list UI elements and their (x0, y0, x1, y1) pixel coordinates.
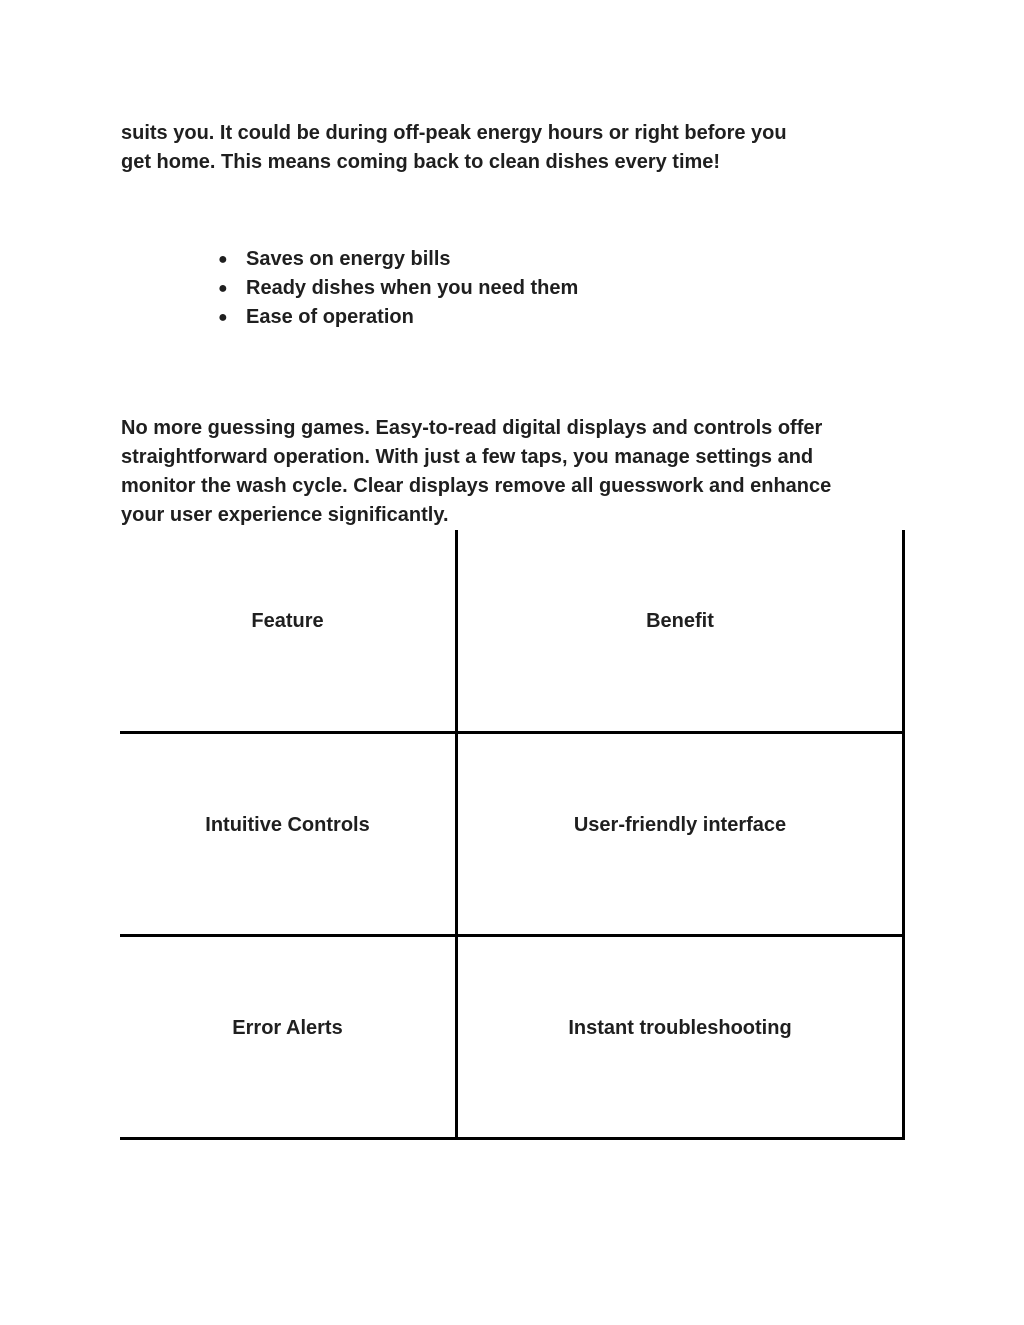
list-item (214, 303, 578, 332)
table-cell: Instant troubleshooting (568, 1017, 792, 1039)
list-item-label: Ready dishes when you need them (246, 277, 579, 299)
paragraph-line: No more guessing games. Easy-to-read digital displays and controls offer (121, 417, 823, 439)
paragraph-line: straightforward operation. With just a few taps, you manage settings and (121, 446, 814, 468)
table-border-bottom (120, 1137, 905, 1140)
benefits-list (214, 245, 578, 332)
bullet-icon: ● (218, 309, 228, 326)
paragraph-line: suits you. It could be during off-peak energy hours or right before you (121, 122, 787, 144)
bullet-icon: ● (218, 251, 228, 268)
table-header-cell: Feature (251, 610, 324, 632)
paragraph-line: your user experience significantly. (121, 504, 449, 526)
controls-paragraph (121, 414, 911, 530)
list-item-label: Ease of operation (246, 306, 414, 328)
table-cell: Error Alerts (232, 1017, 343, 1039)
list-item (214, 274, 578, 303)
bullet-icon: ● (218, 280, 228, 297)
list-item-label: Saves on energy bills (246, 248, 451, 270)
table-header-cell: Benefit (646, 610, 714, 632)
list-item (214, 245, 578, 274)
table-cell: Intuitive Controls (205, 814, 370, 836)
paragraph-line: monitor the wash cycle. Clear displays remove all guesswork and enhance (121, 475, 832, 497)
table-border-right (902, 530, 905, 1140)
feature-benefit-table (120, 530, 905, 1140)
intro-paragraph (121, 119, 911, 177)
table-cell: User-friendly interface (573, 814, 787, 836)
paragraph-line: get home. This means coming back to clean dishes every time! (121, 151, 721, 173)
